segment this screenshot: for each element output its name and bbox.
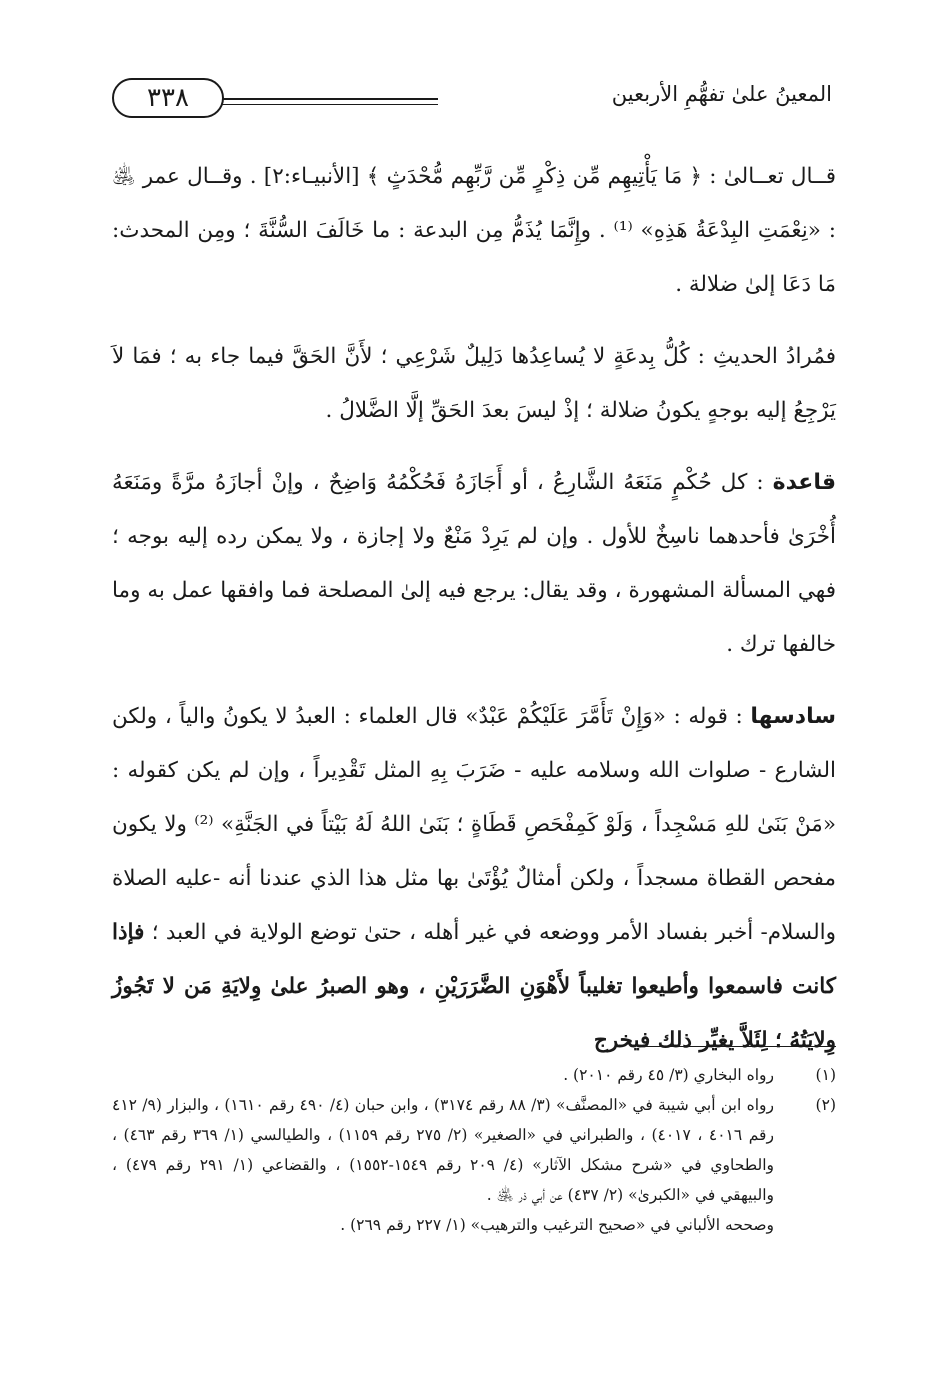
main-text <box>112 150 836 1086</box>
running-title: المعينُ علىٰ تفهُّمِ الأربعين <box>611 82 832 106</box>
paragraph <box>112 330 836 438</box>
header-rule <box>218 98 438 100</box>
footnote <box>112 1060 836 1090</box>
page-number: ٣٣٨ <box>112 78 224 118</box>
footnote-text: رواه ابن أبي شيبة في «المصنَّف» (٣/ ٨٨ رقم ٣١٧٤) ، وابن حبان (٤/ ٤٩٠ رقم ١٦١٠) ، والبزار (٩/ ٤١٢ رقم ٤٠١٦ ، ٤٠١٧) ، والطبراني في «الصغير» (٢/ ٢٧٥ رقم ١١٥٩) ، والطيالسي (١/ ٣٦٩ رقم ٤٦٣) ، والطحاوي في «شرح مشكل الآثار» (٤/ ٢٠٩ رقم ١٥٤٩-١٥٥٢) ، والقضاعي (١/ ٢٩١ رقم ٤٧٩) ، والبيهقي في «الكبرىٰ» (٢/ ٤٣٧) عن أبي ذر ﵁ . <box>112 1096 774 1204</box>
paragraph-rule <box>112 456 836 672</box>
section-label: سادسها <box>750 704 836 729</box>
footnote-number: (٢) <box>815 1096 836 1114</box>
footnotes <box>112 1060 836 1240</box>
footnote-number: (١) <box>815 1066 836 1084</box>
footnote-continuation: وصححه الألباني في «صحيح الترغيب والترهيب» (١/ ٢٢٧ رقم ٢٦٩) . <box>340 1216 774 1234</box>
header-rule-thin <box>218 104 438 105</box>
paragraph-sixth <box>112 690 836 1068</box>
paragraph <box>112 150 836 312</box>
paragraph-text: قــال تعــالىٰ : ﴿ مَا يَأْتِيهِم مِّن ذِكْرٍ مِّن رَّبِّهِم مُّحْدَثٍ ﴾ [الأنبيـاء:٢] . وقــال عمر ﵁ : «نِعْمَتِ البِدْعَةُ هَذِهِ» ⁽¹⁾ . وإِنَّمَا يُذَمُّ مِن البدعة : ما خَالَفَ السُّنَّةَ ؛ ومِن المحدث: مَا دَعَا إلىٰ ضلالة . <box>112 164 836 297</box>
paragraph-bold-text: فإذا كانت فاسمعوا وأطيعوا تغليباً لأَهْوَنِ الضَّرَرَيْنِ ، وهو الصبرُ علىٰ وِلايَةِ مَن لا تَجُوزُ وِلايَتُهُ ؛ لِئَلاَّ يغيِّر ذلك فيخرج <box>112 920 836 1053</box>
paragraph-text: فمُرادُ الحديثِ : كُلُّ بِدعَةٍ لا يُساعِدُها دَلِيلٌ شَرْعِي ؛ لأَنَّ الحَقَّ فيما جاء به ؛ فمَا لاَ يَرْجِعُ إليه بوجهٍ يكونُ ضلالة ؛ إذْ ليسَ بعدَ الحَقِّ إلَّا الضَّلالُ . <box>112 344 836 423</box>
footnote <box>112 1090 836 1210</box>
section-label: قاعدة <box>772 470 836 495</box>
page-header <box>112 76 836 124</box>
footnote-text: رواه البخاري (٣/ ٤٥ رقم ٢٠١٠) . <box>563 1066 774 1084</box>
paragraph-text: : قوله : «وَإِنْ تَأَمَّرَ عَلَيْكُمْ عَبْدٌ» قال العلماء : العبدُ لا يكونُ والياً ، ولكن الشارع - صلوات الله وسلامه عليه - ضَرَبَ بِهِ المثل تَقْدِيراً ، وإن لم يكن كقوله : «مَنْ بَنَىٰ للهِ مَسْجِداً ، وَلَوْ كَمِفْحَصِ قَطَاةٍ ؛ بَنَىٰ اللهُ لَهُ بَيْتاً في الجَنَّةِ» ⁽²⁾ ولا يكون مفحص القطاة مسجداً ، ولكن أمثالٌ يُؤْتَىٰ بها مثل هذا الذي عندنا أنه -عليه الصلاة والسلام- أخبر بفساد الأمر ووضعه في غير أهله ، حتىٰ توضع الولاية في العبد ؛ <box>112 704 837 945</box>
footnote-separator <box>640 1046 836 1047</box>
paragraph-text: : كل حُكْمٍ مَنَعَهُ الشَّارِعُ ، أو أَجَازَهُ فَحُكْمُهُ وَاضِحٌ ، وإنْ أجازَهُ مرَّةً ومَنَعَهُ أُخْرَىٰ فأحدهما ناسِخٌ للأول . وإن لم يَرِدْ مَنْعٌ ولا إجازة ، ولا يمكن رده إليه بوجه ؛ فهي المسألة المشهورة ، وقد يقال: يرجع فيه إلىٰ المصلحة فما وافقها عمل به وما خالفها ترك . <box>112 470 836 657</box>
